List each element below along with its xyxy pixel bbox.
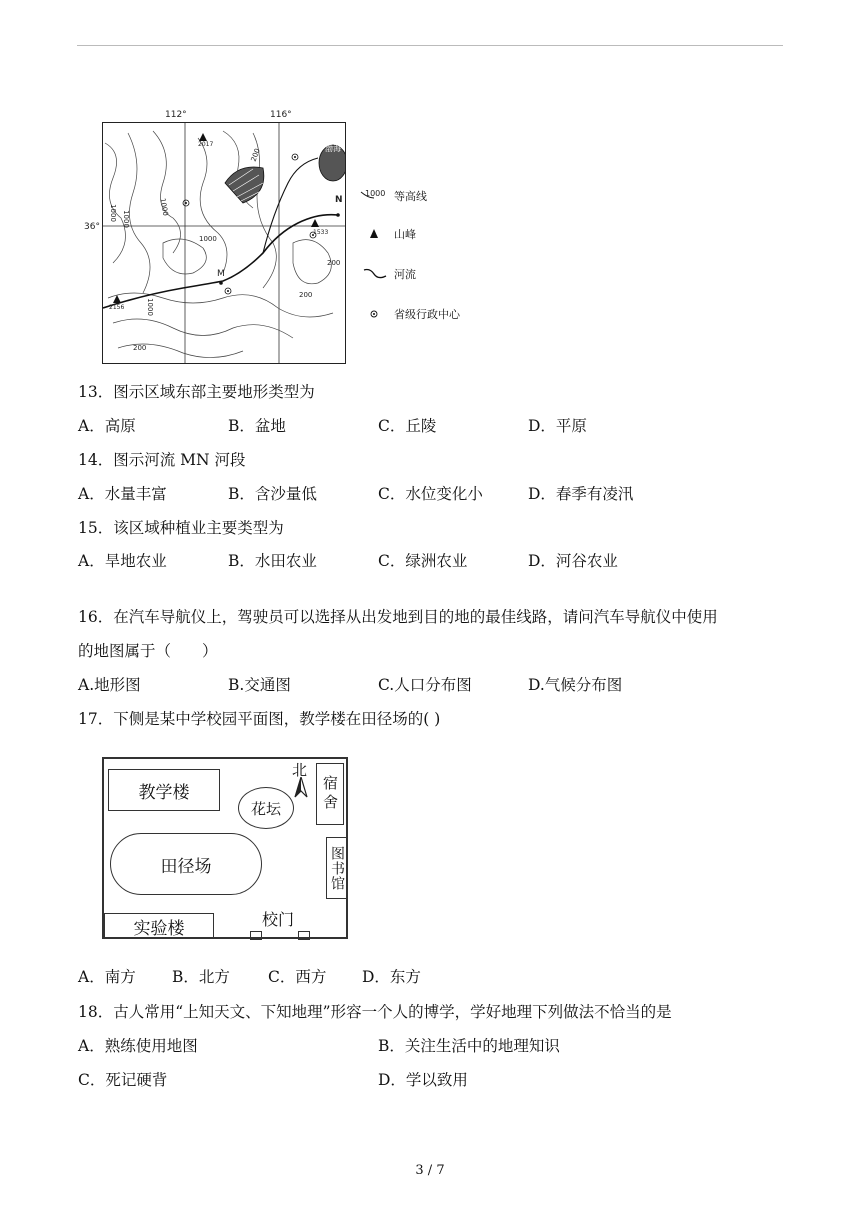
north-label: 北 [292, 761, 308, 779]
question-13-stem: 13．图示区域东部主要地形类型为 [78, 383, 315, 401]
q18-option-b: B．关注生活中的地理知识 [378, 1037, 560, 1055]
gate-post-left [250, 931, 262, 940]
peak-symbol-icon [360, 226, 390, 242]
q13-option-c: C．丘陵 [378, 417, 437, 435]
legend-capital-label: 省级行政中心 [394, 308, 460, 321]
q18-option-d: D．学以致用 [378, 1071, 468, 1089]
contour-label: 1000 [199, 235, 217, 243]
q15-option-b: B．水田农业 [228, 552, 317, 570]
lon-label-112: 112° [165, 110, 187, 120]
q15-option-a: A．旱地农业 [78, 552, 167, 570]
legend-peak-label: 山峰 [394, 228, 416, 241]
legend-river-label: 河流 [394, 268, 416, 281]
q18-option-c: C．死记硬背 [78, 1071, 168, 1089]
question-18-stem: 18．古人常用“上知天文、下知地理”形容一个人的博学，学好地理下列做法不恰当的是 [78, 1003, 672, 1021]
point-n-label: N [335, 195, 343, 205]
q14-option-b: B．含沙量低 [228, 485, 317, 503]
point-m-label: M [217, 269, 225, 279]
lon-label-116: 116° [270, 110, 292, 120]
contour-label: 1000 [145, 298, 154, 316]
q18-option-a: A．熟练使用地图 [78, 1037, 198, 1055]
teaching-building: 教学楼 [108, 769, 220, 811]
river-symbol-icon [360, 266, 390, 282]
contour-label: 200 [327, 259, 341, 267]
q16-option-d: D.气候分布图 [528, 676, 623, 694]
dormitory-label: 宿舍 [321, 775, 339, 813]
legend-contour-number: 1000 [365, 189, 386, 198]
map-frame [102, 122, 346, 364]
question-14-stem: 14．图示河流 MN 河段 [78, 451, 246, 469]
q14-option-c: C．水位变化小 [378, 485, 483, 503]
track-field: 田径场 [110, 833, 262, 895]
sea-label: 渤海 [325, 144, 341, 153]
question-16-stem-line1: 16．在汽车导航仪上，驾驶员可以选择从出发地到目的地的最佳线路，请问汽车导航仪中使用 [78, 608, 718, 626]
peak-elevation-2: 2156 [109, 304, 125, 311]
dormitory [316, 763, 344, 825]
q17-option-c: C．西方 [268, 968, 327, 986]
q14-option-d: D．春季有凌汛 [528, 485, 634, 503]
contour-label: 1000 [121, 210, 130, 228]
q14-option-a: A．水量丰富 [78, 485, 167, 503]
contour-label: 1000 [108, 204, 117, 222]
q15-option-c: C．绿洲农业 [378, 552, 468, 570]
page-number: 3 / 7 [415, 1163, 445, 1178]
campus-plan [102, 757, 348, 939]
question-17-stem: 17．下侧是某中学校园平面图，教学楼在田径场的( ) [78, 710, 441, 728]
contour-label: 1000 [158, 197, 170, 217]
q17-option-b: B．北方 [172, 968, 230, 986]
capital-symbol-icon [360, 306, 390, 322]
lab-building: 实验楼 [104, 913, 214, 939]
school-gate-label: 校门 [262, 910, 295, 929]
header-rule [77, 45, 783, 46]
question-15-stem: 15．该区域种植业主要类型为 [78, 519, 284, 537]
flower-bed: 花坛 [238, 787, 294, 829]
library-label: 图书馆 [329, 845, 345, 891]
q13-option-a: A．高原 [78, 417, 136, 435]
contour-label: 200 [133, 344, 147, 352]
q15-option-d: D．河谷农业 [528, 552, 618, 570]
question-16-stem-line2: 的地图属于（ ） [78, 642, 218, 660]
library [326, 837, 348, 899]
q16-option-c: C.人口分布图 [378, 676, 472, 694]
peak-elevation-3: 1533 [313, 229, 329, 236]
legend-contour-label: 等高线 [394, 190, 427, 203]
q17-option-a: A．南方 [78, 968, 136, 986]
q16-option-b: B.交通图 [228, 676, 291, 694]
gate-post-right [298, 931, 310, 940]
north-arrow-icon [294, 777, 308, 799]
q13-option-b: B．盆地 [228, 417, 286, 435]
peak-elevation-1: 2017 [198, 141, 214, 148]
q13-option-d: D．平原 [528, 417, 587, 435]
q17-option-d: D．东方 [362, 968, 421, 986]
q16-option-a: A.地形图 [78, 676, 141, 694]
contour-label: 200 [299, 291, 313, 299]
lat-label-36: 36° [84, 222, 100, 232]
map-drawing [103, 123, 346, 364]
contour-label: 200 [249, 147, 262, 163]
